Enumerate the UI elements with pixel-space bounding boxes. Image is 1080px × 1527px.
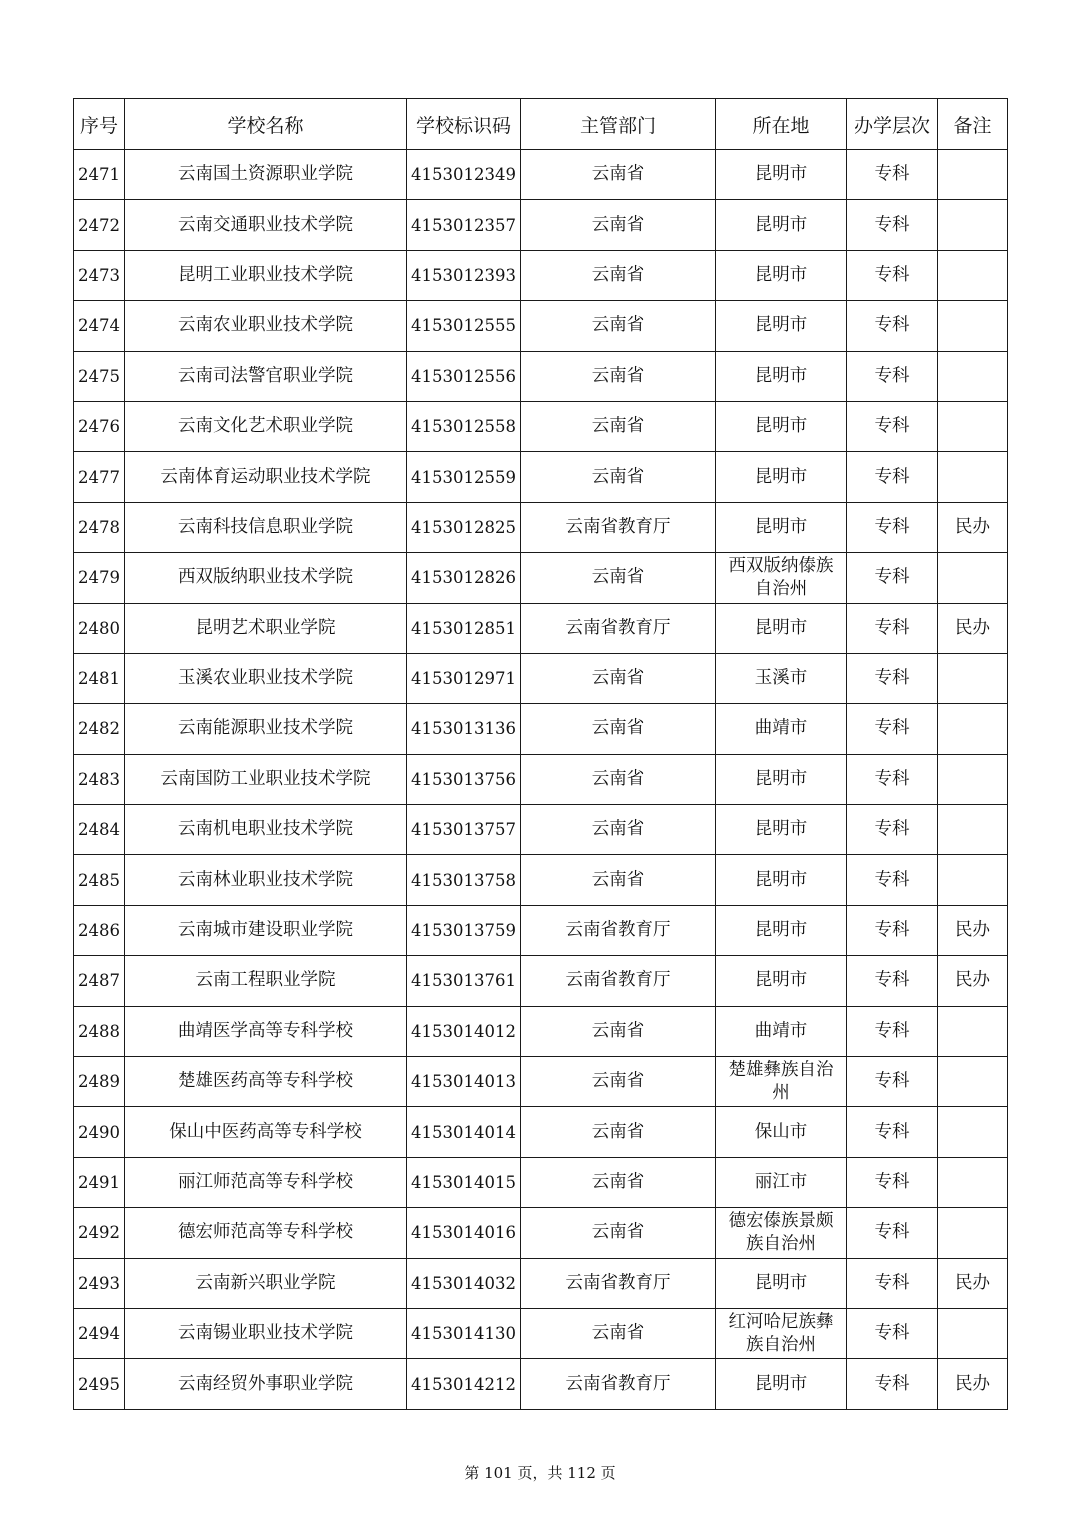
cell-remark bbox=[938, 1308, 1008, 1358]
cell-school-code: 4153013136 bbox=[407, 704, 521, 754]
table-row bbox=[74, 1258, 1008, 1308]
cell-department: 云南省 bbox=[521, 653, 716, 703]
table-row bbox=[74, 1157, 1008, 1207]
table-row bbox=[74, 653, 1008, 703]
cell-remark: 民办 bbox=[938, 1258, 1008, 1308]
cell-remark bbox=[938, 1057, 1008, 1107]
header-level: 办学层次 bbox=[847, 99, 938, 150]
cell-location: 昆明市 bbox=[716, 855, 847, 905]
cell-school-code: 4153012851 bbox=[407, 603, 521, 653]
cell-level: 专科 bbox=[847, 1258, 938, 1308]
cell-location: 昆明市 bbox=[716, 502, 847, 552]
cell-index: 2473 bbox=[74, 250, 125, 300]
table-row bbox=[74, 1006, 1008, 1056]
cell-remark bbox=[938, 1208, 1008, 1258]
cell-school-code: 4153012971 bbox=[407, 653, 521, 703]
cell-level: 专科 bbox=[847, 956, 938, 1006]
cell-school-name: 云南农业职业技术学院 bbox=[125, 301, 407, 351]
cell-index: 2474 bbox=[74, 301, 125, 351]
cell-level: 专科 bbox=[847, 452, 938, 502]
cell-school-code: 4153012559 bbox=[407, 452, 521, 502]
cell-department: 云南省教育厅 bbox=[521, 1258, 716, 1308]
cell-school-name: 云南经贸外事职业学院 bbox=[125, 1359, 407, 1409]
table-row bbox=[74, 250, 1008, 300]
cell-school-name: 云南文化艺术职业学院 bbox=[125, 401, 407, 451]
cell-index: 2481 bbox=[74, 653, 125, 703]
cell-department: 云南省 bbox=[521, 704, 716, 754]
cell-index: 2486 bbox=[74, 905, 125, 955]
cell-school-name: 楚雄医药高等专科学校 bbox=[125, 1057, 407, 1107]
cell-index: 2482 bbox=[74, 704, 125, 754]
cell-index: 2478 bbox=[74, 502, 125, 552]
header-location: 所在地 bbox=[716, 99, 847, 150]
cell-index: 2493 bbox=[74, 1258, 125, 1308]
table-body bbox=[74, 150, 1008, 1410]
cell-school-name: 保山中医药高等专科学校 bbox=[125, 1107, 407, 1157]
table-row bbox=[74, 301, 1008, 351]
cell-school-code: 4153012558 bbox=[407, 401, 521, 451]
cell-remark bbox=[938, 855, 1008, 905]
cell-department: 云南省 bbox=[521, 401, 716, 451]
table-row bbox=[74, 704, 1008, 754]
cell-school-code: 4153014015 bbox=[407, 1157, 521, 1207]
cell-school-code: 4153014014 bbox=[407, 1107, 521, 1157]
cell-department: 云南省 bbox=[521, 553, 716, 603]
cell-index: 2472 bbox=[74, 200, 125, 250]
cell-index: 2480 bbox=[74, 603, 125, 653]
cell-level: 专科 bbox=[847, 553, 938, 603]
cell-location: 保山市 bbox=[716, 1107, 847, 1157]
cell-remark bbox=[938, 1107, 1008, 1157]
table-row bbox=[74, 401, 1008, 451]
cell-location: 昆明市 bbox=[716, 401, 847, 451]
table-row bbox=[74, 603, 1008, 653]
cell-level: 专科 bbox=[847, 653, 938, 703]
cell-level: 专科 bbox=[847, 1208, 938, 1258]
cell-level: 专科 bbox=[847, 250, 938, 300]
cell-level: 专科 bbox=[847, 401, 938, 451]
cell-index: 2476 bbox=[74, 401, 125, 451]
cell-school-code: 4153014212 bbox=[407, 1359, 521, 1409]
cell-school-code: 4153014013 bbox=[407, 1057, 521, 1107]
cell-location: 丽江市 bbox=[716, 1157, 847, 1207]
cell-location: 西双版纳傣族自治州 bbox=[716, 553, 847, 603]
cell-school-code: 4153012393 bbox=[407, 250, 521, 300]
cell-department: 云南省 bbox=[521, 452, 716, 502]
cell-level: 专科 bbox=[847, 805, 938, 855]
cell-school-code: 4153012825 bbox=[407, 502, 521, 552]
table-row bbox=[74, 1057, 1008, 1107]
cell-level: 专科 bbox=[847, 754, 938, 804]
cell-remark: 民办 bbox=[938, 1359, 1008, 1409]
cell-school-code: 4153013757 bbox=[407, 805, 521, 855]
cell-remark bbox=[938, 1006, 1008, 1056]
page-number-footer: 第 101 页，共 112 页 bbox=[464, 1464, 616, 1482]
cell-department: 云南省 bbox=[521, 301, 716, 351]
cell-school-code: 4153014016 bbox=[407, 1208, 521, 1258]
cell-school-name: 丽江师范高等专科学校 bbox=[125, 1157, 407, 1207]
cell-remark: 民办 bbox=[938, 956, 1008, 1006]
cell-location: 昆明市 bbox=[716, 301, 847, 351]
cell-school-name: 西双版纳职业技术学院 bbox=[125, 553, 407, 603]
cell-school-name: 昆明艺术职业学院 bbox=[125, 603, 407, 653]
cell-department: 云南省教育厅 bbox=[521, 905, 716, 955]
cell-remark: 民办 bbox=[938, 603, 1008, 653]
cell-department: 云南省 bbox=[521, 1057, 716, 1107]
cell-school-code: 4153012555 bbox=[407, 301, 521, 351]
table-row bbox=[74, 754, 1008, 804]
cell-department: 云南省教育厅 bbox=[521, 603, 716, 653]
cell-location: 昆明市 bbox=[716, 603, 847, 653]
header-school-name: 学校名称 bbox=[125, 99, 407, 150]
table-header-row bbox=[74, 99, 1008, 150]
cell-school-code: 4153013756 bbox=[407, 754, 521, 804]
cell-index: 2488 bbox=[74, 1006, 125, 1056]
cell-level: 专科 bbox=[847, 200, 938, 250]
cell-level: 专科 bbox=[847, 603, 938, 653]
table-row bbox=[74, 1208, 1008, 1258]
cell-school-name: 云南新兴职业学院 bbox=[125, 1258, 407, 1308]
cell-level: 专科 bbox=[847, 1157, 938, 1207]
cell-remark bbox=[938, 653, 1008, 703]
cell-department: 云南省教育厅 bbox=[521, 502, 716, 552]
cell-level: 专科 bbox=[847, 1107, 938, 1157]
table-row bbox=[74, 200, 1008, 250]
cell-remark bbox=[938, 150, 1008, 200]
cell-remark bbox=[938, 704, 1008, 754]
cell-department: 云南省 bbox=[521, 200, 716, 250]
cell-level: 专科 bbox=[847, 1006, 938, 1056]
cell-school-code: 4153012556 bbox=[407, 351, 521, 401]
cell-index: 2484 bbox=[74, 805, 125, 855]
cell-level: 专科 bbox=[847, 1359, 938, 1409]
cell-department: 云南省 bbox=[521, 855, 716, 905]
cell-school-code: 4153014032 bbox=[407, 1258, 521, 1308]
cell-school-name: 云南锡业职业技术学院 bbox=[125, 1308, 407, 1358]
table-row bbox=[74, 805, 1008, 855]
cell-remark bbox=[938, 250, 1008, 300]
cell-school-name: 玉溪农业职业技术学院 bbox=[125, 653, 407, 703]
cell-location: 昆明市 bbox=[716, 805, 847, 855]
cell-school-code: 4153013759 bbox=[407, 905, 521, 955]
cell-location: 昆明市 bbox=[716, 150, 847, 200]
cell-remark bbox=[938, 754, 1008, 804]
header-remark: 备注 bbox=[938, 99, 1008, 150]
cell-school-name: 曲靖医学高等专科学校 bbox=[125, 1006, 407, 1056]
cell-location: 曲靖市 bbox=[716, 1006, 847, 1056]
cell-level: 专科 bbox=[847, 150, 938, 200]
cell-location: 德宏傣族景颇族自治州 bbox=[716, 1208, 847, 1258]
cell-remark bbox=[938, 805, 1008, 855]
cell-index: 2489 bbox=[74, 1057, 125, 1107]
table-row bbox=[74, 150, 1008, 200]
cell-department: 云南省 bbox=[521, 805, 716, 855]
cell-school-code: 4153012826 bbox=[407, 553, 521, 603]
header-school-code: 学校标识码 bbox=[407, 99, 521, 150]
table-row bbox=[74, 452, 1008, 502]
cell-school-code: 4153013758 bbox=[407, 855, 521, 905]
cell-department: 云南省 bbox=[521, 250, 716, 300]
cell-remark bbox=[938, 401, 1008, 451]
cell-school-code: 4153014012 bbox=[407, 1006, 521, 1056]
cell-department: 云南省 bbox=[521, 150, 716, 200]
cell-level: 专科 bbox=[847, 301, 938, 351]
cell-location: 昆明市 bbox=[716, 250, 847, 300]
cell-index: 2487 bbox=[74, 956, 125, 1006]
cell-index: 2485 bbox=[74, 855, 125, 905]
cell-level: 专科 bbox=[847, 1308, 938, 1358]
header-department: 主管部门 bbox=[521, 99, 716, 150]
cell-remark bbox=[938, 200, 1008, 250]
cell-location: 昆明市 bbox=[716, 351, 847, 401]
cell-school-code: 4153012349 bbox=[407, 150, 521, 200]
cell-school-name: 云南机电职业技术学院 bbox=[125, 805, 407, 855]
cell-location: 昆明市 bbox=[716, 1258, 847, 1308]
cell-school-name: 云南司法警官职业学院 bbox=[125, 351, 407, 401]
header-index: 序号 bbox=[74, 99, 125, 150]
cell-location: 昆明市 bbox=[716, 1359, 847, 1409]
cell-level: 专科 bbox=[847, 351, 938, 401]
cell-location: 昆明市 bbox=[716, 452, 847, 502]
cell-index: 2491 bbox=[74, 1157, 125, 1207]
cell-level: 专科 bbox=[847, 502, 938, 552]
cell-school-name: 云南体育运动职业技术学院 bbox=[125, 452, 407, 502]
cell-school-name: 云南国防工业职业技术学院 bbox=[125, 754, 407, 804]
cell-department: 云南省 bbox=[521, 1208, 716, 1258]
table-row bbox=[74, 855, 1008, 905]
cell-school-code: 4153013761 bbox=[407, 956, 521, 1006]
cell-index: 2492 bbox=[74, 1208, 125, 1258]
cell-remark bbox=[938, 301, 1008, 351]
cell-location: 昆明市 bbox=[716, 200, 847, 250]
table-row bbox=[74, 905, 1008, 955]
cell-location: 昆明市 bbox=[716, 905, 847, 955]
cell-school-name: 云南工程职业学院 bbox=[125, 956, 407, 1006]
cell-department: 云南省 bbox=[521, 754, 716, 804]
cell-index: 2483 bbox=[74, 754, 125, 804]
table-row bbox=[74, 351, 1008, 401]
cell-department: 云南省 bbox=[521, 1157, 716, 1207]
cell-index: 2490 bbox=[74, 1107, 125, 1157]
cell-location: 楚雄彝族自治州 bbox=[716, 1057, 847, 1107]
table-row bbox=[74, 553, 1008, 603]
cell-level: 专科 bbox=[847, 855, 938, 905]
cell-school-name: 昆明工业职业技术学院 bbox=[125, 250, 407, 300]
cell-school-name: 云南国土资源职业学院 bbox=[125, 150, 407, 200]
school-list-table bbox=[73, 98, 1008, 1410]
cell-index: 2475 bbox=[74, 351, 125, 401]
cell-department: 云南省教育厅 bbox=[521, 1359, 716, 1409]
cell-level: 专科 bbox=[847, 1057, 938, 1107]
table-row bbox=[74, 502, 1008, 552]
cell-remark: 民办 bbox=[938, 905, 1008, 955]
table-row bbox=[74, 1308, 1008, 1358]
cell-school-code: 4153012357 bbox=[407, 200, 521, 250]
cell-index: 2479 bbox=[74, 553, 125, 603]
cell-index: 2495 bbox=[74, 1359, 125, 1409]
cell-school-name: 云南城市建设职业学院 bbox=[125, 905, 407, 955]
cell-department: 云南省教育厅 bbox=[521, 956, 716, 1006]
cell-index: 2477 bbox=[74, 452, 125, 502]
cell-department: 云南省 bbox=[521, 1006, 716, 1056]
table-row bbox=[74, 1107, 1008, 1157]
table-row bbox=[74, 956, 1008, 1006]
cell-index: 2494 bbox=[74, 1308, 125, 1358]
cell-remark bbox=[938, 452, 1008, 502]
cell-remark bbox=[938, 1157, 1008, 1207]
cell-level: 专科 bbox=[847, 905, 938, 955]
cell-remark bbox=[938, 553, 1008, 603]
table-row bbox=[74, 1359, 1008, 1409]
cell-location: 昆明市 bbox=[716, 754, 847, 804]
cell-school-code: 4153014130 bbox=[407, 1308, 521, 1358]
cell-location: 昆明市 bbox=[716, 956, 847, 1006]
cell-location: 玉溪市 bbox=[716, 653, 847, 703]
cell-school-name: 云南能源职业技术学院 bbox=[125, 704, 407, 754]
cell-school-name: 云南林业职业技术学院 bbox=[125, 855, 407, 905]
cell-school-name: 德宏师范高等专科学校 bbox=[125, 1208, 407, 1258]
cell-department: 云南省 bbox=[521, 1308, 716, 1358]
cell-school-name: 云南交通职业技术学院 bbox=[125, 200, 407, 250]
cell-index: 2471 bbox=[74, 150, 125, 200]
cell-remark bbox=[938, 351, 1008, 401]
cell-location: 曲靖市 bbox=[716, 704, 847, 754]
cell-department: 云南省 bbox=[521, 1107, 716, 1157]
cell-remark: 民办 bbox=[938, 502, 1008, 552]
cell-level: 专科 bbox=[847, 704, 938, 754]
cell-department: 云南省 bbox=[521, 351, 716, 401]
cell-school-name: 云南科技信息职业学院 bbox=[125, 502, 407, 552]
cell-location: 红河哈尼族彝族自治州 bbox=[716, 1308, 847, 1358]
